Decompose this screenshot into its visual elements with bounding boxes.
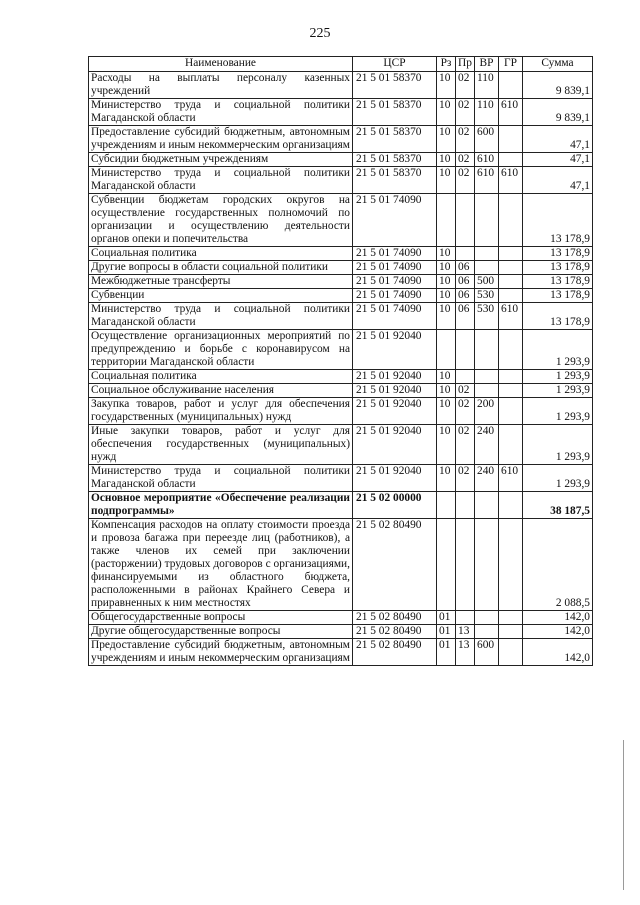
cell-pr [456,247,475,261]
cell-sum: 13 178,9 [523,275,593,289]
cell-csr: 21 5 01 74090 [353,289,437,303]
cell-vr [475,611,499,625]
cell-vr [475,492,499,519]
table-row [89,384,593,398]
cell-gr [499,519,523,611]
table-row [89,289,593,303]
cell-sum: 13 178,9 [523,289,593,303]
cell-csr: 21 5 01 58370 [353,153,437,167]
header-sum: Сумма [523,57,593,72]
cell-rz: 10 [437,384,456,398]
cell-name: Социальное обслуживание населения [89,384,353,398]
cell-gr [499,330,523,370]
cell-sum: 1 293,9 [523,465,593,492]
cell-vr: 610 [475,167,499,194]
cell-sum: 47,1 [523,153,593,167]
cell-name: Расходы на выплаты персоналу казенных учреждений [89,72,353,99]
cell-gr [499,639,523,666]
cell-gr [499,153,523,167]
cell-rz [437,492,456,519]
cell-rz: 01 [437,625,456,639]
table-row [89,625,593,639]
header-pr: Пр [456,57,475,72]
cell-vr [475,247,499,261]
cell-name: Общегосударственные вопросы [89,611,353,625]
cell-csr: 21 5 01 92040 [353,425,437,465]
cell-name: Предоставление субсидий бюджетным, автономным учреждениям и иным некоммерческим организациям [89,639,353,666]
cell-rz: 01 [437,639,456,666]
cell-pr [456,370,475,384]
table-row [89,72,593,99]
cell-vr: 110 [475,99,499,126]
cell-vr: 110 [475,72,499,99]
cell-pr [456,611,475,625]
cell-name: Социальная политика [89,247,353,261]
header-vr: ВР [475,57,499,72]
cell-gr [499,370,523,384]
cell-vr [475,625,499,639]
cell-name: Министерство труда и социальной политики Магаданской области [89,465,353,492]
cell-csr: 21 5 01 92040 [353,398,437,425]
cell-csr: 21 5 01 58370 [353,99,437,126]
cell-name: Другие общегосударственные вопросы [89,625,353,639]
cell-gr [499,611,523,625]
cell-gr [499,289,523,303]
cell-csr: 21 5 01 58370 [353,72,437,99]
cell-vr: 600 [475,639,499,666]
cell-pr: 02 [456,167,475,194]
cell-rz: 10 [437,99,456,126]
cell-vr: 610 [475,153,499,167]
cell-sum: 9 839,1 [523,72,593,99]
cell-vr: 240 [475,465,499,492]
cell-rz: 10 [437,303,456,330]
cell-sum: 13 178,9 [523,303,593,330]
table-row [89,194,593,247]
cell-rz: 10 [437,153,456,167]
cell-pr [456,330,475,370]
cell-name: Субвенции бюджетам городских округов на осуществление государственных полномочий по организации и осуществлению деятельности органов опеки и попечительства [89,194,353,247]
cell-rz: 10 [437,289,456,303]
cell-gr [499,275,523,289]
cell-pr: 13 [456,625,475,639]
cell-pr: 02 [456,425,475,465]
cell-csr: 21 5 01 74090 [353,275,437,289]
cell-pr: 02 [456,153,475,167]
cell-csr: 21 5 02 80490 [353,519,437,611]
cell-gr: 610 [499,465,523,492]
table-row [89,370,593,384]
cell-rz: 10 [437,275,456,289]
cell-sum: 1 293,9 [523,425,593,465]
cell-gr [499,398,523,425]
table-row [89,398,593,425]
cell-name: Иные закупки товаров, работ и услуг для обеспечения государственных (муниципальных) нужд [89,425,353,465]
cell-vr: 240 [475,425,499,465]
cell-pr [456,194,475,247]
cell-csr: 21 5 01 92040 [353,384,437,398]
cell-sum: 2 088,5 [523,519,593,611]
cell-sum: 1 293,9 [523,384,593,398]
cell-gr [499,384,523,398]
table-row [89,247,593,261]
cell-sum: 47,1 [523,167,593,194]
cell-sum: 13 178,9 [523,247,593,261]
cell-vr: 500 [475,275,499,289]
cell-rz: 10 [437,126,456,153]
budget-table [88,56,593,666]
cell-name: Министерство труда и социальной политики Магаданской области [89,303,353,330]
cell-name: Субсидии бюджетным учреждениям [89,153,353,167]
cell-csr: 21 5 01 92040 [353,465,437,492]
cell-pr: 06 [456,275,475,289]
cell-csr: 21 5 01 74090 [353,194,437,247]
cell-pr: 02 [456,384,475,398]
table-row [89,303,593,330]
cell-csr: 21 5 01 74090 [353,261,437,275]
cell-rz: 10 [437,398,456,425]
cell-csr: 21 5 01 92040 [353,370,437,384]
table-header-row [89,57,593,72]
cell-rz: 10 [437,247,456,261]
cell-pr: 06 [456,289,475,303]
cell-rz: 10 [437,370,456,384]
page-number: 225 [309,26,331,41]
header-csr: ЦСР [353,57,437,72]
cell-pr: 02 [456,99,475,126]
cell-sum: 142,0 [523,639,593,666]
cell-pr: 13 [456,639,475,666]
cell-sum: 13 178,9 [523,261,593,275]
cell-rz: 10 [437,425,456,465]
cell-vr [475,370,499,384]
cell-name: Другие вопросы в области социальной политики [89,261,353,275]
table-row [89,611,593,625]
table-row [89,275,593,289]
cell-gr [499,194,523,247]
cell-gr: 610 [499,303,523,330]
cell-pr: 02 [456,465,475,492]
cell-rz: 10 [437,465,456,492]
cell-name: Закупка товаров, работ и услуг для обеспечения государственных (муниципальных) нужд [89,398,353,425]
cell-vr [475,384,499,398]
cell-name: Осуществление организационных мероприятий по предупреждению и борьбе с коронавирусом на территории Магаданской области [89,330,353,370]
cell-gr [499,247,523,261]
cell-rz: 01 [437,611,456,625]
table-row [89,639,593,666]
cell-csr: 21 5 01 58370 [353,126,437,153]
cell-name: Основное мероприятие «Обеспечение реализации подпрограммы» [89,492,353,519]
cell-rz: 10 [437,72,456,99]
cell-gr [499,72,523,99]
cell-name: Министерство труда и социальной политики Магаданской области [89,99,353,126]
cell-sum: 142,0 [523,611,593,625]
cell-sum: 1 293,9 [523,370,593,384]
cell-vr: 200 [475,398,499,425]
cell-vr [475,194,499,247]
cell-vr [475,330,499,370]
cell-name: Социальная политика [89,370,353,384]
cell-name: Предоставление субсидий бюджетным, автономным учреждениям и иным некоммерческим организациям [89,126,353,153]
table-row [89,465,593,492]
scan-edge-line [623,740,624,890]
header-name: Наименование [89,57,353,72]
table-row [89,261,593,275]
cell-sum: 1 293,9 [523,398,593,425]
cell-gr: 610 [499,99,523,126]
cell-gr: 610 [499,167,523,194]
cell-pr: 02 [456,398,475,425]
table-row [89,519,593,611]
table-row [89,153,593,167]
cell-pr [456,492,475,519]
cell-csr: 21 5 01 74090 [353,247,437,261]
cell-sum: 13 178,9 [523,194,593,247]
header-gr: ГР [499,57,523,72]
cell-sum: 9 839,1 [523,99,593,126]
cell-vr [475,519,499,611]
cell-name: Субвенции [89,289,353,303]
table-row [89,99,593,126]
cell-csr: 21 5 01 58370 [353,167,437,194]
table-row [89,330,593,370]
cell-rz: 10 [437,261,456,275]
cell-gr [499,261,523,275]
cell-name: Компенсация расходов на оплату стоимости проезда и провоза багажа при переезде лиц (работников), а также членов их семей при заключении (расторжении) трудовых договоров с организациями, финансируемыми из областного бюджета, расположенными в районах Крайнего Севера и приравненных к ним местностях [89,519,353,611]
cell-gr [499,425,523,465]
cell-csr: 21 5 01 92040 [353,330,437,370]
cell-pr: 02 [456,126,475,153]
cell-sum: 1 293,9 [523,330,593,370]
cell-rz [437,519,456,611]
cell-gr [499,492,523,519]
cell-pr: 06 [456,261,475,275]
cell-vr: 530 [475,289,499,303]
cell-vr: 530 [475,303,499,330]
cell-gr [499,625,523,639]
cell-sum: 142,0 [523,625,593,639]
cell-vr: 600 [475,126,499,153]
cell-rz: 10 [437,167,456,194]
cell-gr [499,126,523,153]
table-row [89,126,593,153]
cell-rz [437,194,456,247]
table-row [89,167,593,194]
cell-csr: 21 5 01 74090 [353,303,437,330]
cell-name: Межбюджетные трансферты [89,275,353,289]
cell-csr: 21 5 02 80490 [353,625,437,639]
header-rz: Рз [437,57,456,72]
cell-csr: 21 5 02 80490 [353,639,437,666]
cell-csr: 21 5 02 80490 [353,611,437,625]
table-row [89,492,593,519]
cell-pr [456,519,475,611]
cell-vr [475,261,499,275]
cell-pr: 06 [456,303,475,330]
cell-sum: 47,1 [523,126,593,153]
cell-csr: 21 5 02 00000 [353,492,437,519]
cell-sum: 38 187,5 [523,492,593,519]
cell-pr: 02 [456,72,475,99]
cell-name: Министерство труда и социальной политики Магаданской области [89,167,353,194]
table-row [89,425,593,465]
cell-rz [437,330,456,370]
